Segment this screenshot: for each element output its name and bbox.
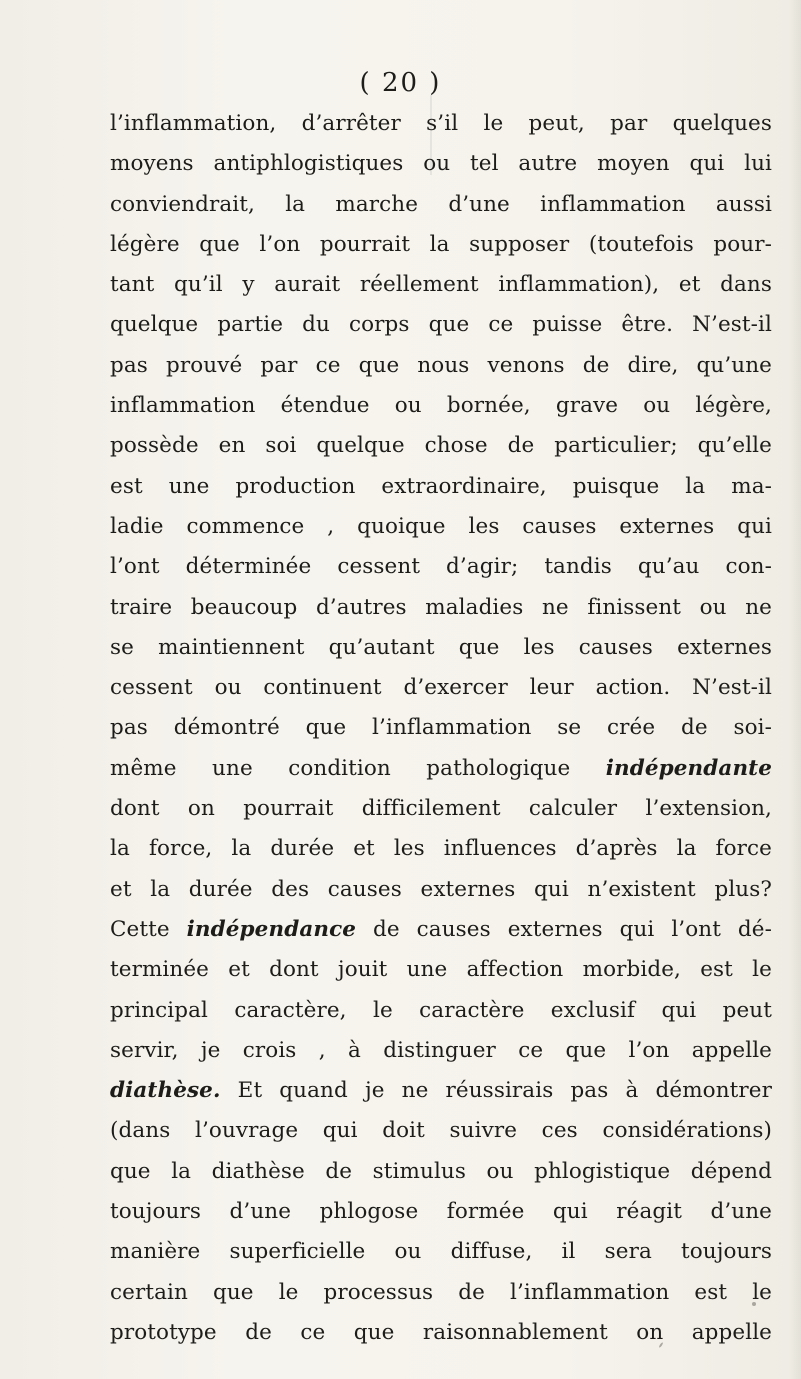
text-line [110, 708, 772, 748]
text-line [110, 144, 772, 184]
text-run: inflammation étendue ou bornée, grave ou légère, [110, 393, 772, 419]
text-line [110, 588, 772, 628]
text-line [110, 346, 772, 386]
text-run: pas prouvé par ce que nous venons de dire, qu’une [110, 352, 772, 378]
text-run: cessent ou continuent d’exercer leur action. N’est-il [110, 675, 772, 701]
text-run: même une condition pathologique [110, 755, 606, 781]
text-run: (dans l’ouvrage qui doit suivre ces considérations) [110, 1118, 772, 1144]
text-line [110, 628, 772, 668]
text-run: ladie commence , quoique les causes externes qui [110, 513, 772, 539]
text-line [110, 870, 772, 910]
text-run: de causes externes qui l’ont dé- [356, 916, 772, 942]
text-line [110, 789, 772, 829]
text-run: l’inflammation, d’arrêter s’il le peut, par quelques [110, 111, 772, 136]
text-run: possède en soi quelque chose de particulier; qu’elle [110, 433, 772, 459]
text-run: prototype de ce que raisonnablement on appelle [110, 1319, 772, 1345]
text-line [110, 1071, 772, 1111]
text-line [110, 1152, 772, 1192]
text-run: l’ont déterminée cessent d’agir; tandis qu’au con- [110, 554, 772, 580]
text-run: terminée et dont jouit une affection morbide, est le [110, 957, 772, 983]
text-line [110, 829, 772, 869]
text-line [110, 1232, 772, 1272]
body-text [110, 104, 772, 1353]
text-line [110, 547, 772, 587]
text-line [110, 305, 772, 345]
text-run: manière superficielle ou diffuse, il sera toujours [110, 1239, 772, 1265]
text-line [110, 265, 772, 305]
text-line [110, 426, 772, 466]
text-line [110, 507, 772, 547]
text-run: Cette [110, 916, 187, 942]
text-line [110, 910, 772, 950]
italic-term: diathèse. [110, 1078, 221, 1104]
text-line [110, 386, 772, 426]
italic-term: indépendante [605, 755, 772, 781]
text-run: toujours d’une phlogose formée qui réagit d’une [110, 1199, 772, 1225]
paper-speck [752, 1302, 756, 1306]
text-line [110, 950, 772, 990]
text-run: moyens antiphlogistiques ou tel autre moyen qui lui [110, 151, 772, 177]
text-run: tant qu’il y aurait réellement inflammation), et dans [110, 272, 772, 298]
text-line [110, 225, 772, 265]
text-line [110, 185, 772, 225]
text-line [110, 749, 772, 789]
text-run: est une production extraordinaire, puisque la ma- [110, 473, 772, 499]
text-line [110, 1273, 772, 1313]
text-run: la force, la durée et les influences d’après la force [110, 836, 772, 862]
page-edge-shadow [789, 0, 801, 1379]
text-run: pas démontré que l’inflammation se crée de soi- [110, 715, 772, 741]
text-line [110, 668, 772, 708]
text-run: et la durée des causes externes qui n’existent plus? [110, 876, 772, 902]
text-line [110, 1313, 772, 1353]
italic-term: indépendance [186, 916, 357, 942]
text-line [110, 1192, 772, 1232]
text-run: servir, je crois , à distinguer ce que l’on appelle [110, 1037, 772, 1063]
text-line [110, 467, 772, 507]
text-run: Et quand je ne réussirais pas à démontrer [220, 1078, 772, 1104]
text-run: que la diathèse de stimulus ou phlogistique dépend [110, 1158, 772, 1184]
text-line [110, 991, 772, 1031]
text-run: se maintiennent qu’autant que les causes externes [110, 634, 772, 660]
text-line [110, 1111, 772, 1151]
text-run: légère que l’on pourrait la supposer (toutefois pour- [110, 231, 772, 257]
page-number: ( 20 ) [359, 68, 442, 98]
text-line [110, 1031, 772, 1071]
text-run: traire beaucoup d’autres maladies ne finissent ou ne [110, 594, 772, 620]
text-run: dont on pourrait difficilement calculer l’extension, [110, 796, 772, 822]
text-run: certain que le processus de l’inflammation est le [110, 1279, 772, 1305]
text-run: quelque partie du corps que ce puisse être. N’est-il [110, 312, 772, 338]
text-line [110, 104, 772, 144]
text-run: principal caractère, le caractère exclusif qui peut [110, 997, 772, 1023]
text-run: conviendrait, la marche d’une inflammation aussi [110, 191, 772, 217]
